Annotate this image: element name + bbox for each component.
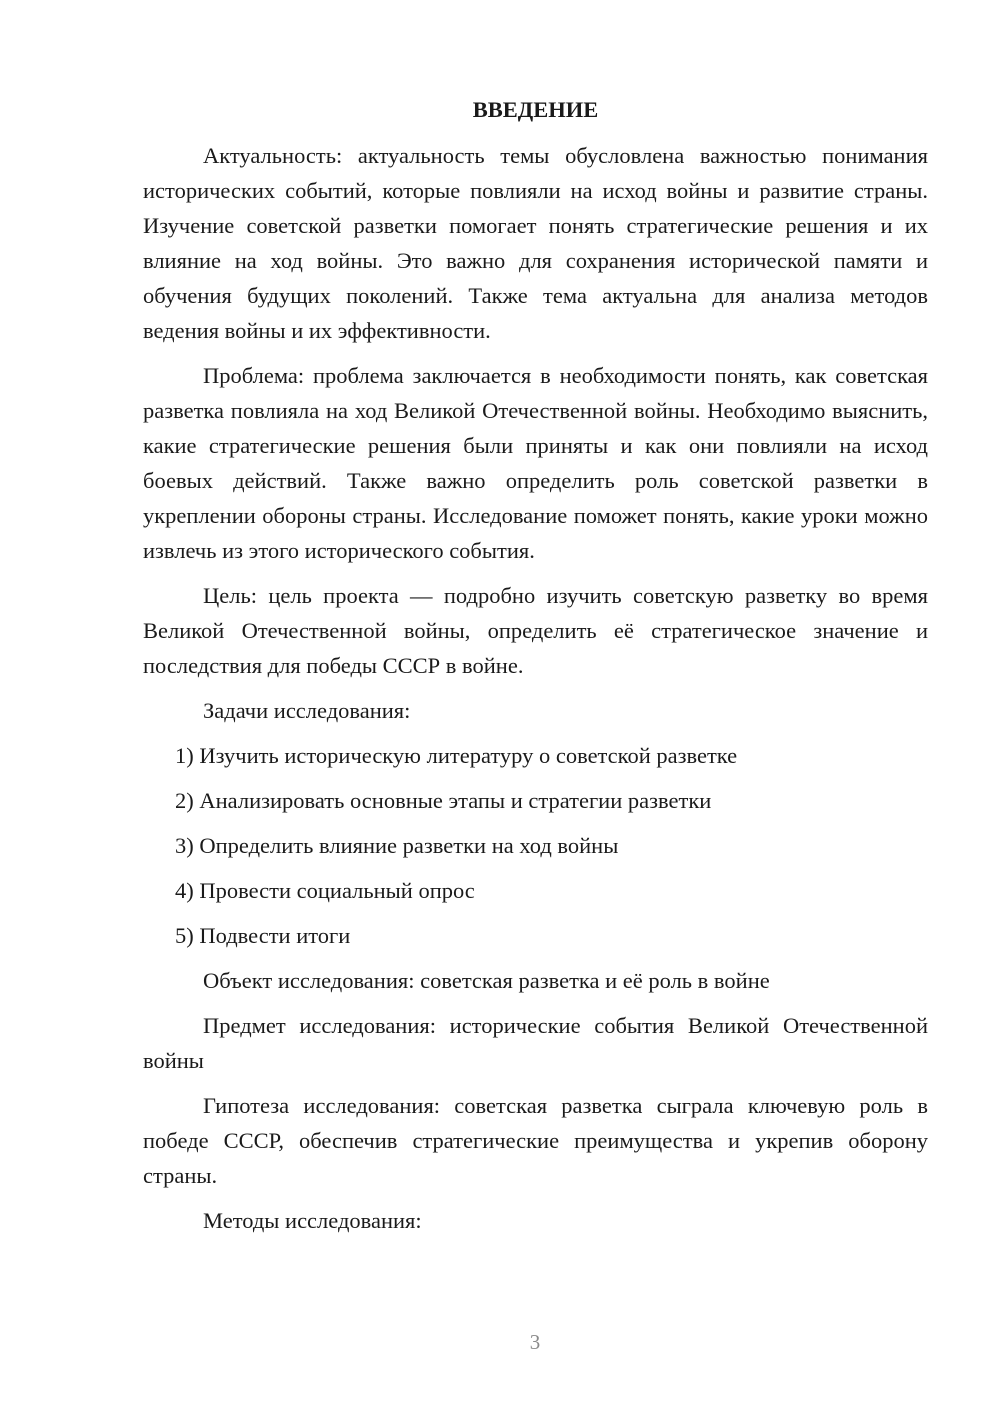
subject-paragraph: Предмет исследования: исторические события Великой Отечественной войны [143,1013,928,1073]
goal-paragraph: Цель: цель проекта — подробно изучить советскую разветку во время Великой Отечественной войны, определить её стратегическое значение и последствия для победы СССР в войне. [143,583,928,678]
list-item: 1) Изучить историческую литературу о советской разветке [175,743,738,768]
relevance-paragraph: Актуальность: актуальность темы обусловлена важностью понимания исторических событий, которые повлияли на исход войны и развитие страны. Изучение советской разветки помогает понять стратегические решения и их влияние на ход войны. Это важно для сохранения исторической памяти и обучения будущих поколений. Также тема актуальна для анализа методов ведения войны и их эффективности. [143,143,928,343]
tasks-label: Задачи исследования: [203,698,411,723]
list-item: 5) Подвести итоги [175,923,351,948]
list-item: 2) Анализировать основные этапы и стратегии разветки [175,788,712,813]
hypothesis-paragraph: Гипотеза исследования: советская разветка сыграла ключевую роль в победе СССР, обеспечив стратегические преимущества и укрепив оборону страны. [143,1093,928,1188]
list-item: 3) Определить влияние разветки на ход войны [175,833,619,858]
tasks-list [143,738,928,953]
page-content [143,92,928,1248]
object-line: Объект исследования: советская разветка и её роль в войне [203,968,770,993]
problem-paragraph: Проблема: проблема заключается в необходимости понять, как советская разветка повлияла на ход Великой Отечественной войны. Необходимо выяснить, какие стратегические решения были приняты и как они повлияли на исход боевых действий. Также важно определить роль советской разветки в укреплении обороны страны. Исследование поможет понять, какие уроки можно извлечь из этого исторического события. [143,363,928,563]
page-number: 3 [529,1330,541,1354]
section-heading: ВВЕДЕНИЕ [472,97,599,122]
methods-label: Методы исследования: [203,1208,422,1233]
list-item: 4) Провести социальный опрос [175,878,475,903]
